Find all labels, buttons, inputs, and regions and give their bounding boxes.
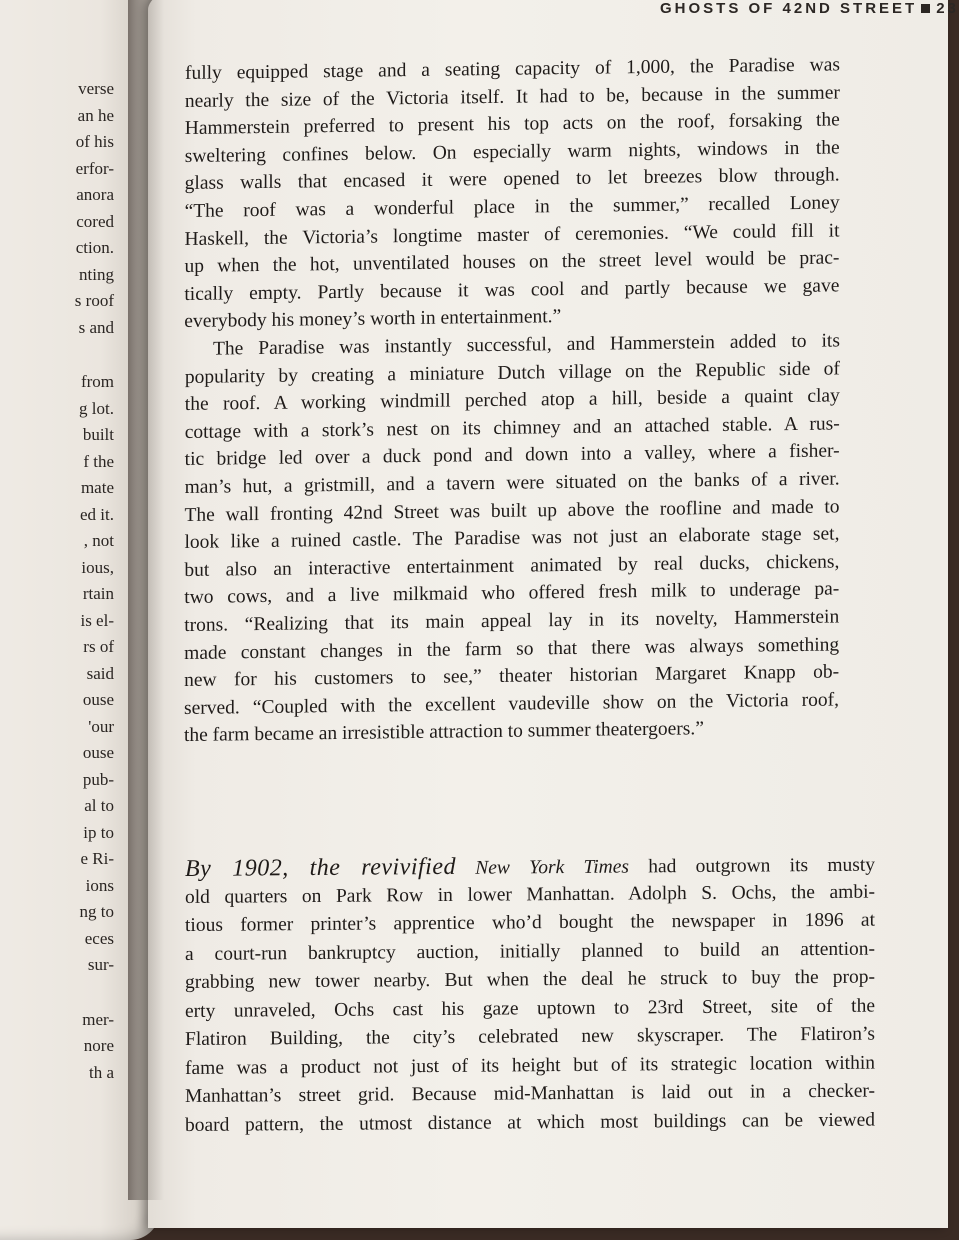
text-line: grabbing new tower nearby. But when the deal he struck to buy the prop- xyxy=(185,966,875,993)
left-page-line: mate xyxy=(80,478,114,497)
left-page-line: an he xyxy=(77,105,114,125)
text-line: everybody his money’s worth in entertainment.” xyxy=(184,306,562,333)
body-paragraph-1 xyxy=(184,51,840,336)
left-page-line: nore xyxy=(83,1036,114,1055)
left-page-line: eces xyxy=(84,928,114,948)
left-page-line: nting xyxy=(79,264,114,284)
text-line: tically empty. Partly because it was cool and partly because we gave xyxy=(184,275,840,305)
text-line: The Paradise was instantly successful, and Hammerstein added to its xyxy=(212,330,840,360)
left-page-line: erfor- xyxy=(75,158,114,178)
section-opening xyxy=(185,850,875,1140)
left-page-line: anora xyxy=(76,185,114,204)
text-line: Hammerstein preferred to present his top acts on the roof, forsaking the xyxy=(184,109,840,140)
left-page-line: from xyxy=(80,372,114,391)
left-page-line: pub- xyxy=(82,769,114,789)
text-line: fame was a product not just of its height but of its strategic location within xyxy=(185,1052,875,1079)
book-gutter xyxy=(128,0,164,1200)
body-paragraph-2 xyxy=(184,327,840,749)
running-title: GHOSTS OF 42ND STREET xyxy=(660,0,918,17)
newspaper-title: New York Times xyxy=(475,856,629,879)
text-line: nearly the size of the Victoria itself. It had to be, because in the summer xyxy=(184,82,840,112)
left-page-line: g lot. xyxy=(79,398,114,418)
left-page-line: of his xyxy=(75,132,114,151)
left-page-line: ction. xyxy=(75,238,114,257)
left-page-line: ions xyxy=(85,875,114,895)
text-line: fully equipped stage and a seating capacity of 1,000, the Paradise was xyxy=(184,54,840,85)
text-line: The wall fronting 42nd Street was built up above the roofline and made to xyxy=(184,495,840,526)
text-line: new for his customers to see,” theater historian Margaret Knapp ob- xyxy=(184,661,840,692)
text-line: two cows, and a live milkmaid who offered fresh milk to underage pa- xyxy=(184,578,840,609)
header-bullet-icon xyxy=(921,4,930,13)
page-number: 23 xyxy=(936,0,959,17)
text-line: trons. “Realizing that its main appeal lay in its novelty, Hammerstein xyxy=(184,606,840,636)
left-page-line: mer- xyxy=(82,1009,114,1029)
left-page-line: ouse xyxy=(82,743,114,762)
text-line: up when the hot, unventilated houses on the street level would be prac- xyxy=(184,247,840,278)
left-page-line: ip to xyxy=(83,822,114,842)
left-page-line: , not xyxy=(83,531,114,550)
left-page-line: e Ri- xyxy=(80,849,114,868)
left-page-line: ouse xyxy=(82,690,114,709)
text-line: cottage with a stork’s nest on its chimney and an attached stable. A rus- xyxy=(184,413,840,443)
left-page-line: rtain xyxy=(82,584,114,603)
text-line: but also an interactive entertainment animated by real ducks, chickens, xyxy=(184,551,840,581)
text-line: tious former printer’s apprentice who’d bought the newspaper in 1896 at xyxy=(185,909,875,936)
left-page-line: ed it. xyxy=(80,504,114,524)
text-line: “The roof was a wonderful place in the summer,” recalled Loney xyxy=(184,192,840,222)
left-page-line: built xyxy=(82,425,114,444)
left-page-line: said xyxy=(86,663,114,683)
text-line: Manhattan’s street grid. Because mid-Manhattan is laid out in a checker- xyxy=(185,1080,875,1107)
text-line: Haskell, the Victoria’s longtime master of ceremonies. “We could fill it xyxy=(184,219,840,250)
running-header xyxy=(660,0,959,22)
text-line: sweltering confines below. On especially warm nights, windows in the xyxy=(184,137,840,167)
left-page-line: 'our xyxy=(88,716,114,736)
text-line: the roof. A working windmill perched atop a hill, beside a quaint clay xyxy=(184,385,840,416)
text-line: board pattern, the utmost distance at which most buildings can be viewed xyxy=(185,1109,875,1136)
page-body xyxy=(183,54,876,1136)
text-line: old quarters on Park Row in lower Manhattan. Adolph S. Ochs, the ambi- xyxy=(185,881,875,908)
text-line: popularity by creating a miniature Dutch village on the Republic side of xyxy=(184,357,840,388)
left-page-line: th a xyxy=(88,1062,114,1082)
left-page-line: ng to xyxy=(79,902,114,921)
left-page-line: s roof xyxy=(74,291,114,310)
left-page-line: verse xyxy=(78,79,114,98)
body-paragraph-3 xyxy=(185,878,875,1140)
text-line: a court-run bankruptcy auction, initially planned to build an attention- xyxy=(185,938,875,965)
text-line: tic bridge led over a duck pond and down into a valley, where a fisher- xyxy=(184,440,840,471)
left-page-line: f the xyxy=(83,451,114,471)
text-line: the farm became an irresistible attraction to summer theatergoers.” xyxy=(183,718,704,747)
text-line: served. “Coupled with the excellent vaudeville show on the Victoria roof, xyxy=(183,689,840,719)
text-line: look like a ruined castle. The Paradise was not just an elaborate stage set, xyxy=(184,523,840,554)
text-line: erty unraveled, Ochs cast his gaze uptown to 23rd Street, site of the xyxy=(185,995,875,1022)
text-line: Flatiron Building, the city’s celebrated new skyscraper. The Flatiron’s xyxy=(185,1023,875,1050)
left-page-line: is el- xyxy=(80,610,114,630)
first-line-rest: had outgrown its musty xyxy=(648,854,876,878)
text-line: man’s hut, a gristmill, and a tavern were situated on the banks of a river. xyxy=(184,468,840,498)
left-page-line: ious, xyxy=(81,557,114,577)
section-lead-in: By 1902, the revivified xyxy=(185,853,456,882)
left-page-line: cored xyxy=(76,211,114,231)
text-line: made constant changes in the farm so that there was always something xyxy=(184,633,840,664)
left-page-line: sur- xyxy=(87,955,114,974)
left-page-line: rs of xyxy=(83,637,114,656)
left-page-line: s and xyxy=(78,317,114,337)
left-page-line: al to xyxy=(84,796,114,815)
text-line: glass walls that encased it were opened to let breezes blow through. xyxy=(184,164,840,195)
